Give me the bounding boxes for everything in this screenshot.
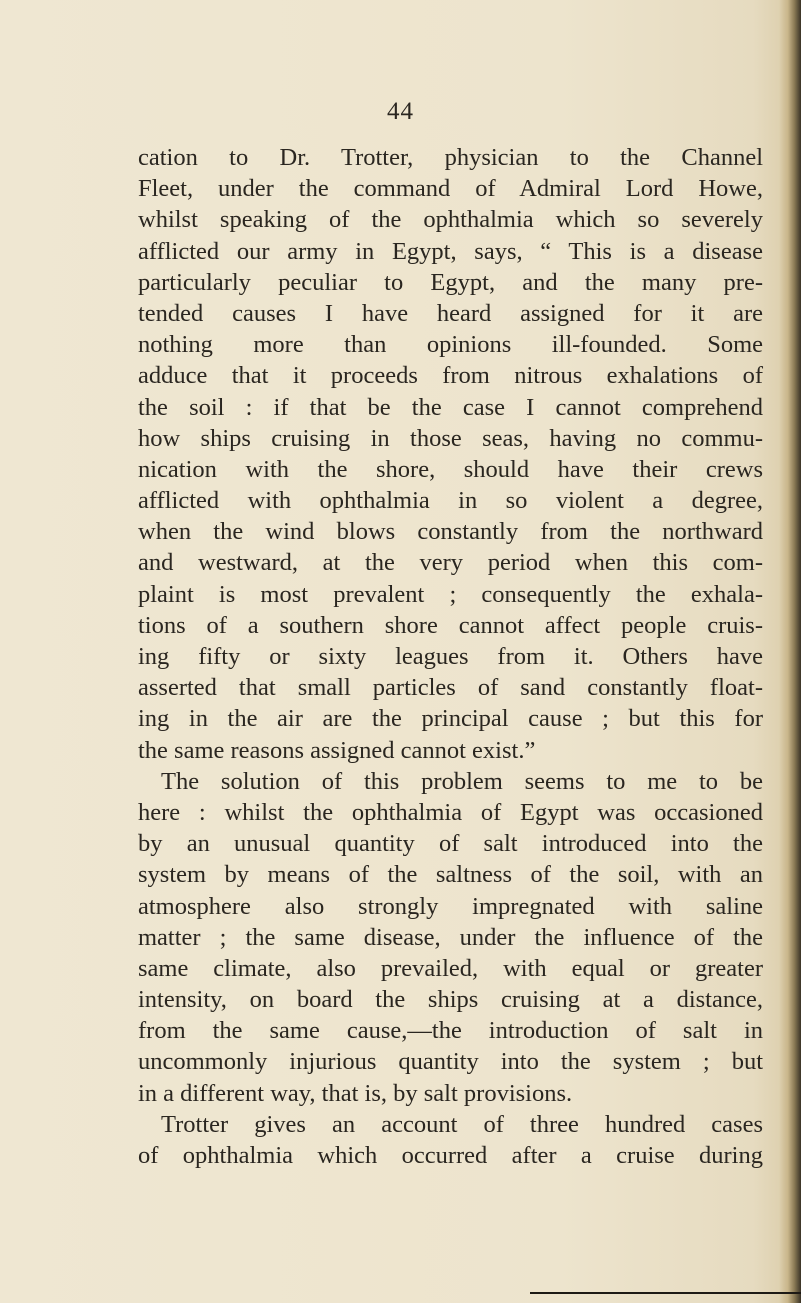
text-line: cation to Dr. Trotter, physician to the Channel: [138, 144, 763, 171]
text-line: plaint is most prevalent ; consequently the exhala-: [138, 580, 763, 608]
text-line: from the same cause,—the introduction of salt in: [138, 1017, 763, 1045]
text-line: Trotter gives an account of three hundred cases: [161, 1110, 763, 1138]
text-line: afflicted with ophthalmia in so violent a degree,: [138, 487, 763, 515]
body-text: [138, 142, 763, 1171]
text-line: when the wind blows constantly from the northward: [138, 518, 763, 546]
text-line: the soil : if that be the case I cannot comprehend: [138, 393, 763, 421]
text-line: the same reasons assigned cannot exist.”: [138, 736, 536, 764]
page-number: 44: [387, 98, 414, 125]
text-line: nothing more than opinions ill-founded. Some: [138, 331, 763, 359]
text-line: in a different way, that is, by salt provisions.: [138, 1079, 573, 1107]
text-line: particularly peculiar to Egypt, and the many pre-: [138, 268, 763, 296]
text-line: adduce that it proceeds from nitrous exhalations of: [138, 362, 763, 390]
text-line: atmosphere also strongly impregnated with saline: [138, 892, 763, 920]
bottom-rule: [530, 1292, 801, 1294]
text-line: afflicted our army in Egypt, says, “ This is a disease: [138, 237, 763, 265]
text-line: by an unusual quantity of salt introduced into the: [138, 830, 763, 858]
text-line: whilst speaking of the ophthalmia which so severely: [138, 206, 763, 234]
text-line: Fleet, under the command of Admiral Lord Howe,: [138, 175, 763, 203]
text-line: asserted that small particles of sand constantly float-: [138, 674, 763, 702]
text-line: ing in the air are the principal cause ; but this for: [138, 705, 763, 733]
text-line: here : whilst the ophthalmia of Egypt was occasioned: [138, 798, 763, 826]
text-line: intensity, on board the ships cruising at a distance,: [138, 986, 763, 1014]
text-line: same climate, also prevailed, with equal or greater: [138, 954, 763, 982]
text-line: tions of a southern shore cannot affect people cruis-: [138, 611, 763, 639]
text-line: system by means of the saltness of the soil, with an: [138, 861, 763, 889]
text-line: how ships cruising in those seas, having no commu-: [138, 424, 763, 452]
text-line: The solution of this problem seems to me to be: [161, 767, 763, 795]
text-line: uncommonly injurious quantity into the system ; but: [138, 1048, 763, 1076]
page-binding-edge: [779, 0, 801, 1303]
text-line: nication with the shore, should have their crews: [138, 455, 763, 483]
text-line: matter ; the same disease, under the influence of the: [138, 923, 763, 951]
text-line: ing fifty or sixty leagues from it. Others have: [138, 643, 763, 670]
text-line: and westward, at the very period when this com-: [138, 549, 763, 577]
text-line: tended causes I have heard assigned for it are: [138, 299, 763, 327]
text-line: of ophthalmia which occurred after a cruise during: [138, 1142, 763, 1169]
